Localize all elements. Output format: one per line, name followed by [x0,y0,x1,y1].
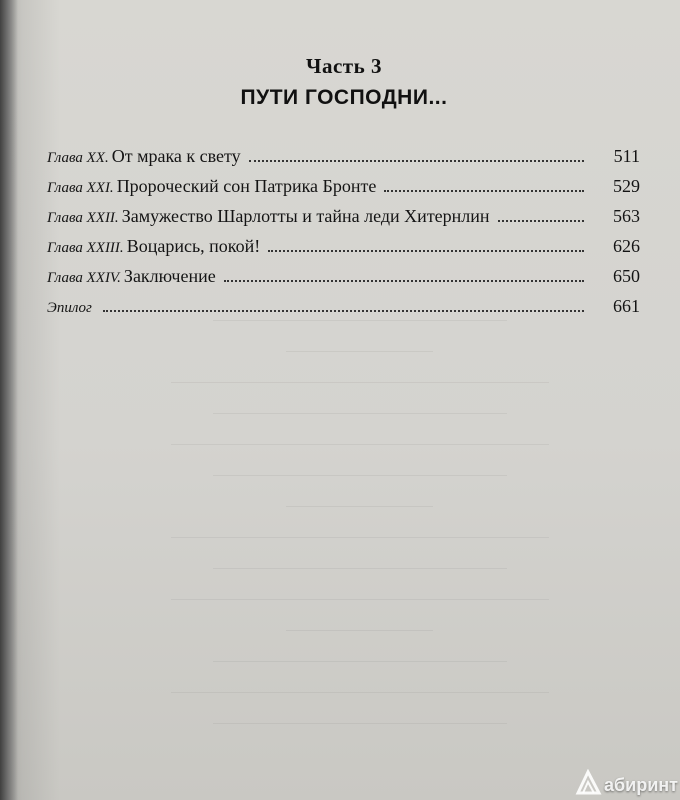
chapter-prefix: Глава XXIV. [47,270,121,286]
chapter-title: От мрака к свету [111,146,241,166]
dot-leader [268,250,584,252]
toc-entry-chapter-24 [47,257,640,287]
chapter-prefix: Глава XX. [47,150,109,166]
chapter-title: Заключение [123,266,216,286]
toc-entry-chapter-22 [47,197,640,227]
page-number: 511 [613,146,640,166]
page-number: 529 [613,176,640,196]
site-watermark [575,769,678,796]
dot-leader [103,310,584,312]
watermark-text: абиринт [604,775,678,795]
part-label: Часть 3 [306,54,382,78]
toc-entry-chapter-21 [47,167,640,197]
epilogue-label: Эпилог [47,300,92,316]
toc-entry-chapter-23 [47,227,640,257]
chapter-prefix: Глава XXI. [47,180,114,196]
labyrinth-logo-icon [575,769,602,796]
toc-header [0,54,680,110]
toc-entry-chapter-20 [47,137,640,167]
table-of-contents [47,137,640,317]
chapter-title: Воцарись, покой! [126,236,261,256]
toc-entry-epilogue [47,287,640,317]
page-number: 626 [613,236,640,256]
page-edge-shadow [0,0,18,800]
chapter-prefix: Глава XXIII. [47,240,124,256]
chapter-prefix: Глава XXII. [47,210,119,226]
chapter-title: Пророческий сон Патрика Бронте [116,176,377,196]
dot-leader [498,220,584,222]
page-number: 661 [613,296,640,316]
page-number: 563 [613,206,640,226]
dot-leader [224,280,584,282]
chapter-title: Замужество Шарлотты и тайна леди Хитернлин [121,206,490,226]
dot-leader [249,160,584,162]
page-number: 650 [613,266,640,286]
part-title: ПУТИ ГОСПОДНИ... [240,86,448,109]
show-through-imprint [150,290,570,760]
dot-leader [384,190,584,192]
